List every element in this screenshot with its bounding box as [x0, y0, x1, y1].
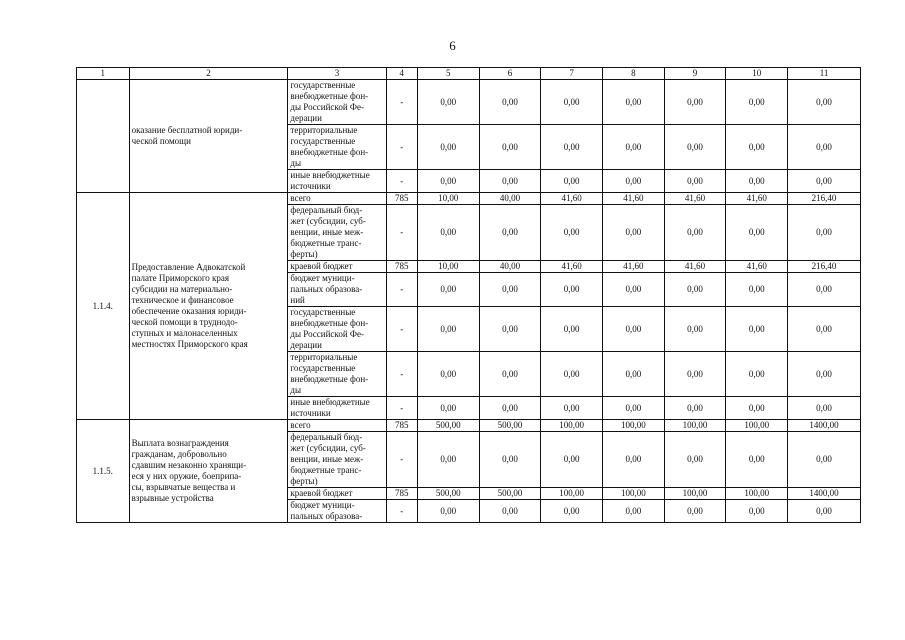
- amount-cell: 0,00: [417, 125, 479, 170]
- amount-cell: 0,00: [726, 352, 788, 397]
- budget-code-cell: -: [386, 205, 417, 261]
- column-header: 8: [603, 68, 665, 80]
- budget-code-cell: -: [386, 170, 417, 193]
- amount-cell: 0,00: [603, 307, 665, 352]
- amount-cell: 0,00: [541, 500, 603, 523]
- amount-cell: 0,00: [479, 397, 541, 420]
- amount-cell: 0,00: [603, 273, 665, 307]
- budget-code-cell: 785: [386, 488, 417, 500]
- column-header: 11: [788, 68, 861, 80]
- amount-cell: 0,00: [664, 500, 726, 523]
- amount-cell: 0,00: [664, 273, 726, 307]
- amount-cell: 0,00: [479, 80, 541, 125]
- column-header: 10: [726, 68, 788, 80]
- amount-cell: 0,00: [726, 307, 788, 352]
- item-description: оказание бесплатной юриди- ческой помощи: [129, 80, 288, 193]
- amount-cell: 41,60: [664, 261, 726, 273]
- amount-cell: 500,00: [417, 420, 479, 432]
- item-number: 1.1.4.: [77, 193, 130, 420]
- amount-cell: 10,00: [417, 261, 479, 273]
- column-header: 7: [541, 68, 603, 80]
- amount-cell: 0,00: [417, 205, 479, 261]
- amount-cell: 0,00: [479, 205, 541, 261]
- amount-cell: 40,00: [479, 261, 541, 273]
- budget-code-cell: -: [386, 307, 417, 352]
- funding-source: иные внебюджетные источники: [288, 397, 386, 420]
- amount-cell: 0,00: [788, 125, 861, 170]
- column-header: 2: [129, 68, 288, 80]
- table-row: [77, 80, 861, 125]
- amount-cell: 0,00: [603, 432, 665, 488]
- budget-code-cell: -: [386, 80, 417, 125]
- amount-cell: 41,60: [603, 193, 665, 205]
- amount-cell: 0,00: [726, 170, 788, 193]
- amount-cell: 0,00: [664, 170, 726, 193]
- amount-cell: 0,00: [541, 80, 603, 125]
- amount-cell: 0,00: [664, 397, 726, 420]
- amount-cell: 100,00: [541, 488, 603, 500]
- amount-cell: 0,00: [788, 500, 861, 523]
- amount-cell: 0,00: [788, 307, 861, 352]
- budget-code-cell: -: [386, 432, 417, 488]
- amount-cell: 0,00: [417, 80, 479, 125]
- amount-cell: 0,00: [603, 80, 665, 125]
- amount-cell: 0,00: [479, 273, 541, 307]
- amount-cell: 41,60: [603, 261, 665, 273]
- table-row: [77, 193, 861, 205]
- amount-cell: 0,00: [541, 205, 603, 261]
- amount-cell: 0,00: [664, 205, 726, 261]
- amount-cell: 0,00: [417, 500, 479, 523]
- amount-cell: 10,00: [417, 193, 479, 205]
- amount-cell: 0,00: [417, 432, 479, 488]
- amount-cell: 41,60: [541, 193, 603, 205]
- amount-cell: 0,00: [417, 352, 479, 397]
- funding-source: территориальные государственные внебюджетные фон- ды: [288, 125, 386, 170]
- item-description: Выплата вознаграждения гражданам, добровольно сдавшим незаконно хранящи- еся у них оружие, боеприпа- сы, взрывчатые вещества и взрывные устройства: [129, 420, 288, 523]
- amount-cell: 100,00: [664, 488, 726, 500]
- funding-source: всего: [288, 420, 386, 432]
- amount-cell: 41,60: [726, 261, 788, 273]
- column-header: 4: [386, 68, 417, 80]
- amount-cell: 0,00: [603, 397, 665, 420]
- budget-code-cell: 785: [386, 420, 417, 432]
- funding-source: государственные внебюджетные фон- ды Российской Фе- дерации: [288, 80, 386, 125]
- funding-source: государственные внебюджетные фон- ды Российской Фе- дерации: [288, 307, 386, 352]
- column-header: 6: [479, 68, 541, 80]
- item-number: [77, 80, 130, 193]
- amount-cell: 100,00: [603, 488, 665, 500]
- amount-cell: 0,00: [788, 352, 861, 397]
- funding-source: краевой бюджет: [288, 488, 386, 500]
- budget-code-cell: -: [386, 352, 417, 397]
- page-number: 6: [449, 38, 456, 53]
- amount-cell: 0,00: [726, 125, 788, 170]
- amount-cell: 0,00: [417, 397, 479, 420]
- amount-cell: 216,40: [788, 193, 861, 205]
- amount-cell: 0,00: [479, 500, 541, 523]
- budget-code-cell: -: [386, 500, 417, 523]
- column-header: 9: [664, 68, 726, 80]
- funding-source: федеральный бюд- жет (субсидии, суб- венции, иные меж- бюджетные транс- ферты): [288, 432, 386, 488]
- amount-cell: 41,60: [726, 193, 788, 205]
- amount-cell: 0,00: [603, 352, 665, 397]
- amount-cell: 0,00: [417, 273, 479, 307]
- amount-cell: 1400,00: [788, 420, 861, 432]
- amount-cell: 0,00: [788, 273, 861, 307]
- column-number-row: [77, 68, 861, 80]
- item-description: Предоставление Адвокатской палате Приморского края субсидии на материально- техническое и финансовое обеспечение оказания юриди- ческой помощи в труднодо- ступных и малонаселенных местностях Приморского края: [129, 193, 288, 420]
- amount-cell: 0,00: [726, 205, 788, 261]
- table-row: [77, 420, 861, 432]
- budget-code-cell: -: [386, 273, 417, 307]
- funding-source: иные внебюджетные источники: [288, 170, 386, 193]
- amount-cell: 0,00: [664, 307, 726, 352]
- amount-cell: 0,00: [541, 170, 603, 193]
- amount-cell: 0,00: [788, 205, 861, 261]
- funding-source: всего: [288, 193, 386, 205]
- amount-cell: 0,00: [479, 352, 541, 397]
- amount-cell: 41,60: [541, 261, 603, 273]
- amount-cell: 0,00: [479, 125, 541, 170]
- amount-cell: 0,00: [417, 307, 479, 352]
- amount-cell: 216,40: [788, 261, 861, 273]
- budget-table-body: [77, 80, 861, 523]
- amount-cell: 0,00: [664, 432, 726, 488]
- budget-code-cell: 785: [386, 193, 417, 205]
- amount-cell: 0,00: [788, 170, 861, 193]
- budget-table: [76, 67, 861, 523]
- amount-cell: 0,00: [479, 170, 541, 193]
- amount-cell: 100,00: [541, 420, 603, 432]
- amount-cell: 0,00: [541, 432, 603, 488]
- amount-cell: 500,00: [479, 420, 541, 432]
- funding-source: федеральный бюд- жет (субсидии, суб- венции, иные меж- бюджетные транс- ферты): [288, 205, 386, 261]
- amount-cell: 0,00: [479, 432, 541, 488]
- funding-source: краевой бюджет: [288, 261, 386, 273]
- amount-cell: 500,00: [417, 488, 479, 500]
- amount-cell: 1400,00: [788, 488, 861, 500]
- funding-source: бюджет муници- пальных образова- ний: [288, 273, 386, 307]
- amount-cell: 500,00: [479, 488, 541, 500]
- amount-cell: 100,00: [726, 420, 788, 432]
- amount-cell: 0,00: [541, 307, 603, 352]
- amount-cell: 0,00: [479, 307, 541, 352]
- amount-cell: 0,00: [726, 432, 788, 488]
- item-number: 1.1.5.: [77, 420, 130, 523]
- amount-cell: 0,00: [788, 432, 861, 488]
- budget-code-cell: 785: [386, 261, 417, 273]
- column-header: 5: [417, 68, 479, 80]
- column-header: 1: [77, 68, 130, 80]
- amount-cell: 0,00: [541, 397, 603, 420]
- budget-code-cell: -: [386, 125, 417, 170]
- amount-cell: 0,00: [726, 80, 788, 125]
- amount-cell: 100,00: [664, 420, 726, 432]
- amount-cell: 0,00: [541, 273, 603, 307]
- amount-cell: 0,00: [603, 205, 665, 261]
- amount-cell: 0,00: [664, 80, 726, 125]
- amount-cell: 0,00: [726, 500, 788, 523]
- budget-code-cell: -: [386, 397, 417, 420]
- amount-cell: 0,00: [788, 397, 861, 420]
- column-header: 3: [288, 68, 386, 80]
- amount-cell: 100,00: [726, 488, 788, 500]
- funding-source: территориальные государственные внебюджетные фон- ды: [288, 352, 386, 397]
- funding-source: бюджет муници- пальных образова-: [288, 500, 386, 523]
- amount-cell: 0,00: [664, 125, 726, 170]
- amount-cell: 0,00: [788, 80, 861, 125]
- amount-cell: 100,00: [603, 420, 665, 432]
- amount-cell: 0,00: [603, 500, 665, 523]
- amount-cell: 0,00: [541, 352, 603, 397]
- amount-cell: 0,00: [726, 397, 788, 420]
- amount-cell: 0,00: [726, 273, 788, 307]
- amount-cell: 0,00: [541, 125, 603, 170]
- amount-cell: 0,00: [664, 352, 726, 397]
- amount-cell: 41,60: [664, 193, 726, 205]
- amount-cell: 40,00: [479, 193, 541, 205]
- amount-cell: 0,00: [417, 170, 479, 193]
- amount-cell: 0,00: [603, 125, 665, 170]
- amount-cell: 0,00: [603, 170, 665, 193]
